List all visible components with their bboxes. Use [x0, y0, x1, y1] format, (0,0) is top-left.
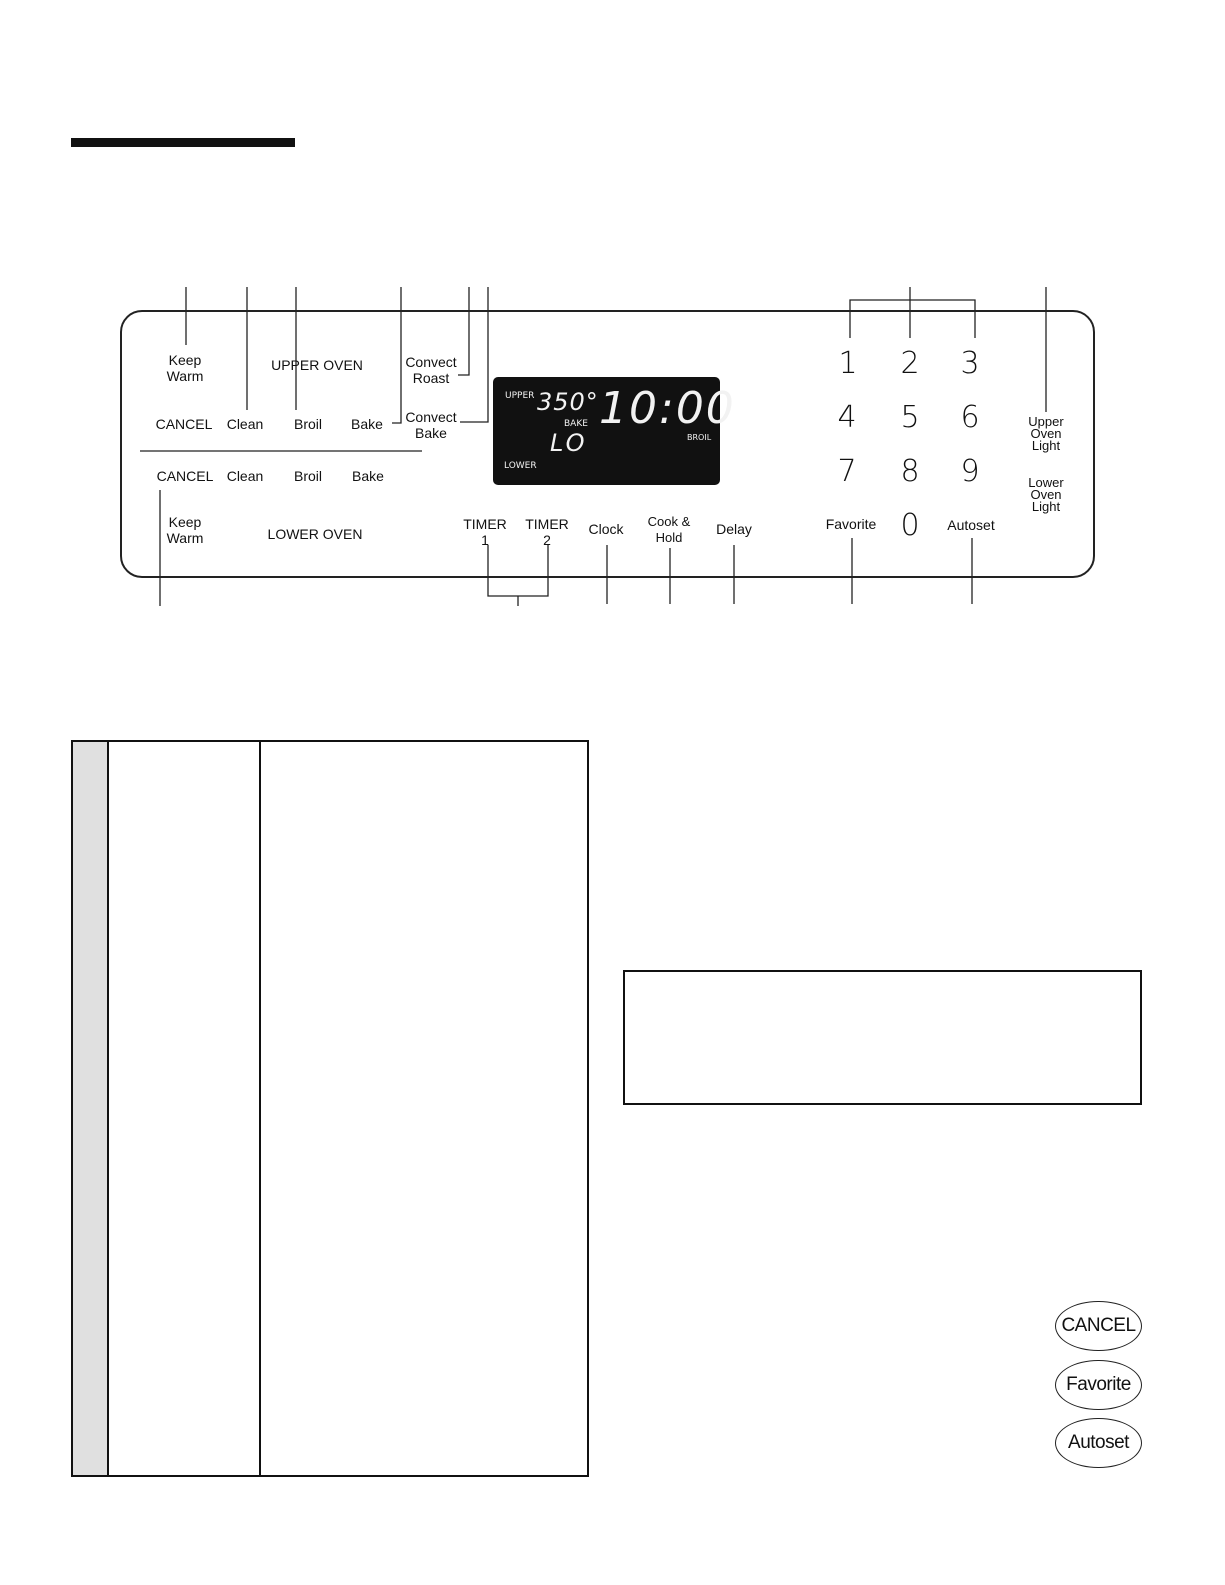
- lower-broil-button[interactable]: Broil: [293, 468, 323, 484]
- delay-button[interactable]: Delay: [716, 521, 752, 537]
- keypad-0-button[interactable]: 0: [900, 508, 920, 543]
- upper-broil-button[interactable]: Broil: [293, 416, 323, 432]
- lower-oven-light-button[interactable]: Lower Oven Light: [1028, 475, 1064, 514]
- keypad-2-button[interactable]: 2: [900, 346, 920, 381]
- keypad-6-button[interactable]: 6: [960, 400, 980, 435]
- feature-table: [71, 740, 589, 1477]
- favorite-pad-button[interactable]: Favorite: [1055, 1360, 1142, 1410]
- display-bake-indicator: BAKE: [564, 419, 588, 429]
- display-lower-label: LOWER: [504, 461, 537, 471]
- upper-convect-roast-button[interactable]: Convect Roast: [405, 354, 457, 386]
- keypad-5-button[interactable]: 5: [900, 400, 920, 435]
- lower-oven-label: LOWER OVEN: [267, 526, 363, 542]
- lower-keep-warm-button[interactable]: Keep Warm: [166, 514, 204, 546]
- upper-bake-button[interactable]: Bake: [351, 416, 383, 432]
- lcd-display: [493, 377, 736, 485]
- cook-hold-button[interactable]: Cook & Hold: [647, 514, 691, 545]
- keypad-3-button[interactable]: 3: [960, 346, 980, 381]
- table-shaded-column: [73, 742, 109, 1475]
- display-lower-temp: LO: [550, 429, 588, 457]
- display-time: 10:00: [599, 383, 736, 434]
- cancel-pad-button[interactable]: CANCEL: [1055, 1301, 1142, 1351]
- upper-convect-bake-button[interactable]: Convect Bake: [405, 409, 457, 441]
- keypad-7-button[interactable]: 7: [837, 454, 857, 489]
- table-column-divider: [259, 742, 261, 1475]
- keypad-4-button[interactable]: 4: [837, 400, 857, 435]
- lower-cancel-button[interactable]: CANCEL: [156, 468, 214, 484]
- lower-clean-button[interactable]: Clean: [226, 468, 264, 484]
- upper-cancel-button[interactable]: CANCEL: [155, 416, 213, 432]
- display-upper-label: UPPER: [505, 391, 535, 401]
- keypad-1-button[interactable]: 1: [838, 346, 858, 381]
- keypad-9-button[interactable]: 9: [960, 454, 980, 489]
- upper-oven-light-button[interactable]: Upper Oven Light: [1028, 414, 1064, 453]
- autoset-pad-button[interactable]: Autoset: [1055, 1418, 1142, 1468]
- upper-keep-warm-button[interactable]: Keep Warm: [166, 352, 204, 384]
- favorite-button[interactable]: Favorite: [825, 516, 877, 532]
- keypad-8-button[interactable]: 8: [900, 454, 920, 489]
- timer-2-button[interactable]: TIMER 2: [525, 516, 569, 548]
- upper-clean-button[interactable]: Clean: [226, 416, 264, 432]
- note-box: [623, 970, 1142, 1105]
- lower-bake-button[interactable]: Bake: [352, 468, 384, 484]
- display-broil-indicator: BROIL: [687, 433, 712, 442]
- autoset-button[interactable]: Autoset: [947, 517, 995, 533]
- clock-button[interactable]: Clock: [588, 521, 624, 537]
- display-temperature: 350°: [537, 388, 599, 416]
- timer-1-button[interactable]: TIMER 1: [463, 516, 507, 548]
- upper-oven-label: UPPER OVEN: [271, 357, 363, 373]
